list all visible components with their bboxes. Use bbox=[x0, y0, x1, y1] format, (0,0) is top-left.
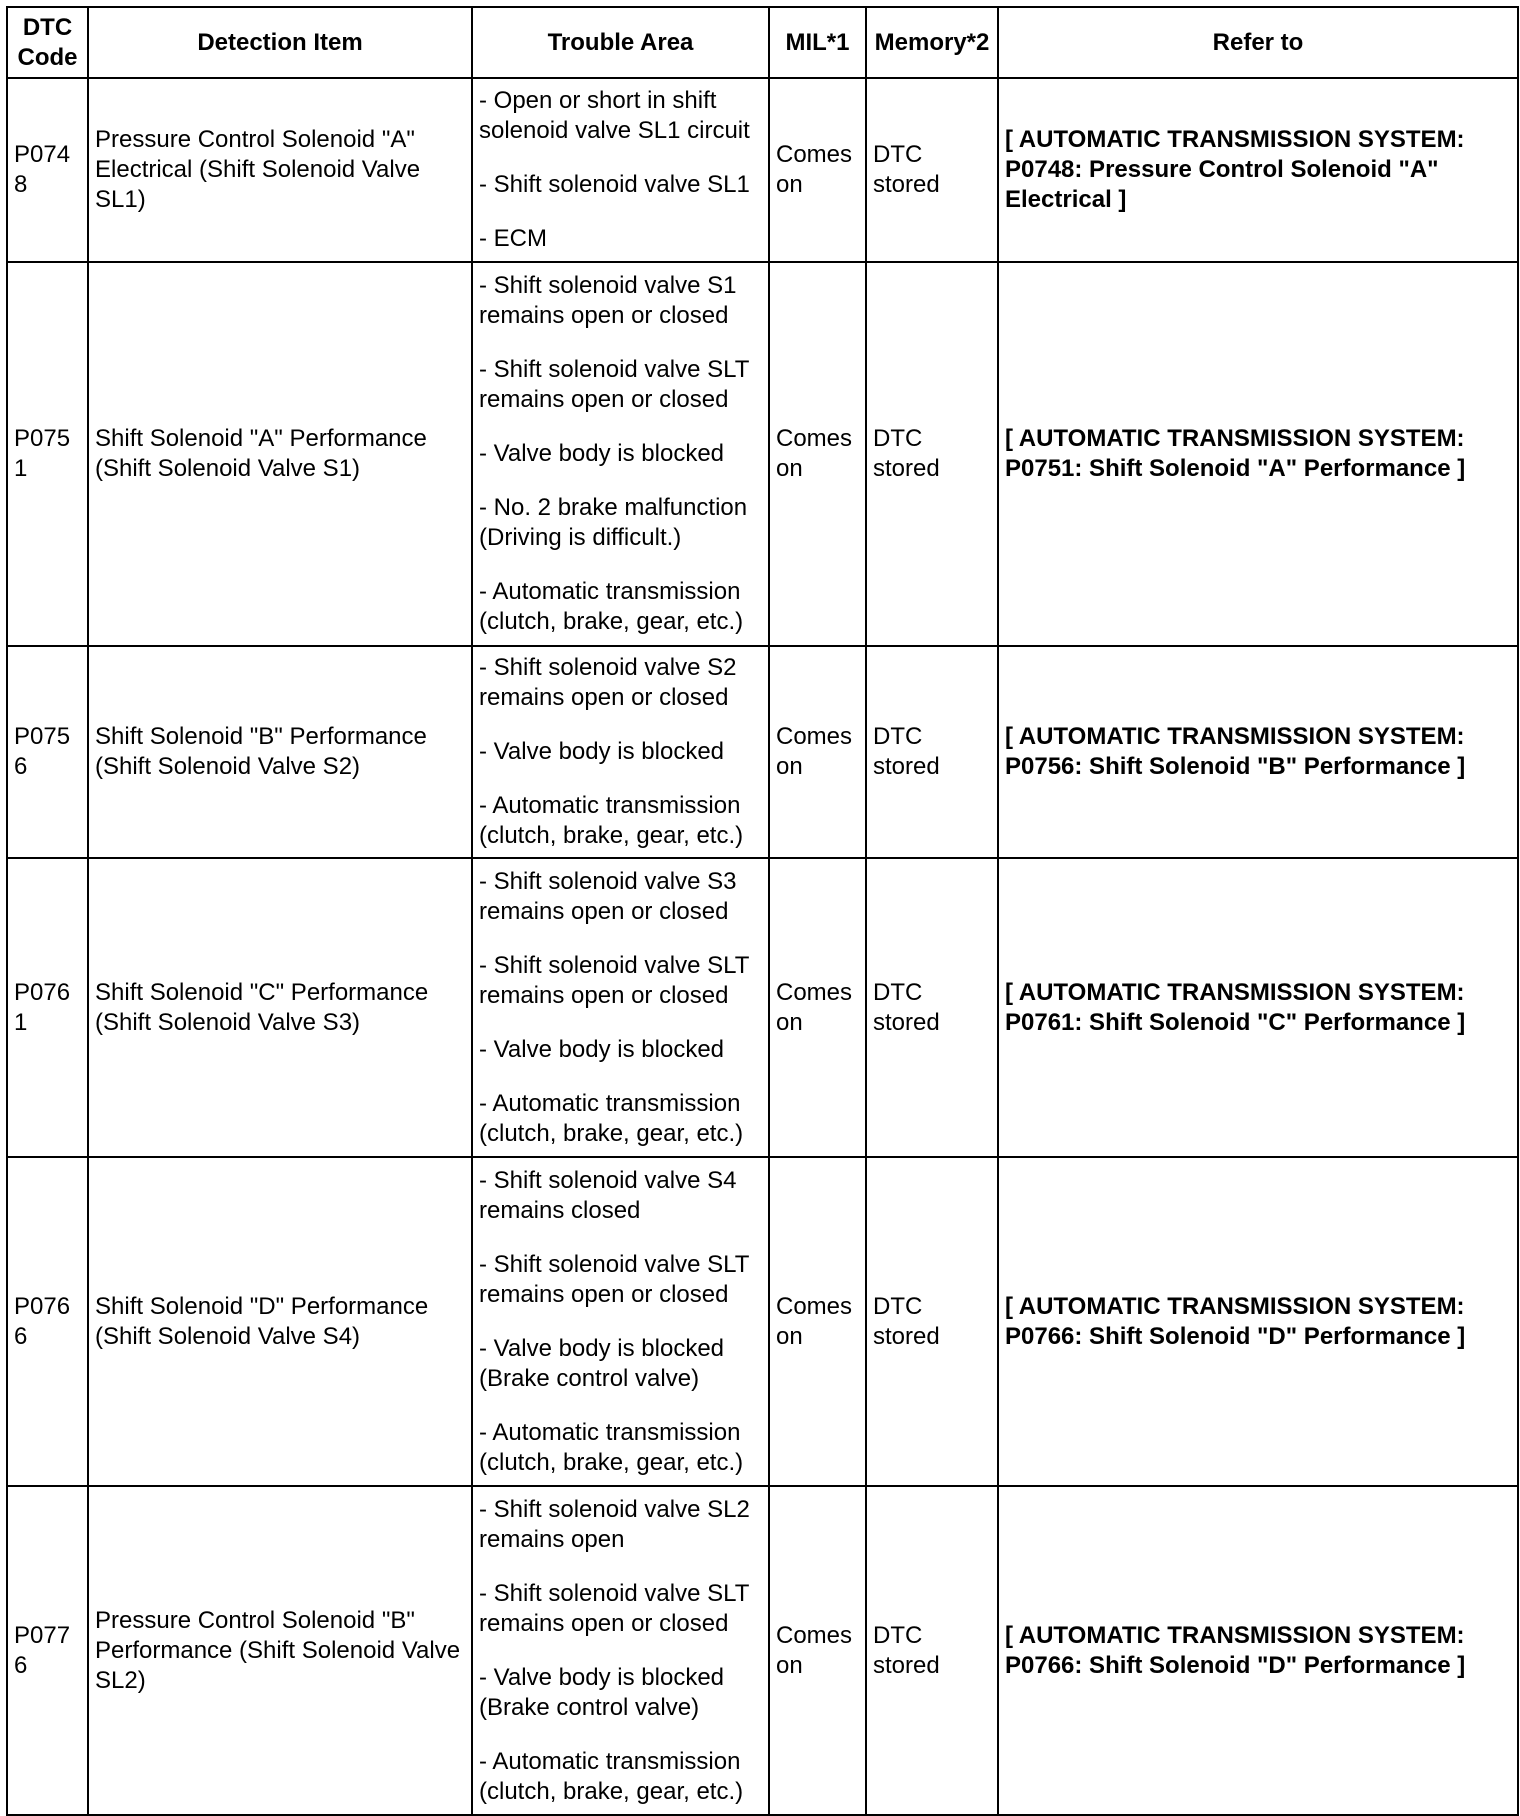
refer-to-line: [ AUTOMATIC TRANSMISSION SYSTEM: bbox=[1005, 1292, 1465, 1320]
dtc-code-cell: P0751 bbox=[7, 262, 88, 646]
memory-cell: DTC stored bbox=[866, 646, 998, 858]
header-refer-to: Refer to bbox=[998, 7, 1518, 78]
detection-item-cell: Shift Solenoid "C" Performance (Shift Solenoid Valve S3) bbox=[88, 858, 472, 1157]
trouble-area-item: - Shift solenoid valve S4 remains closed bbox=[479, 1166, 737, 1224]
mil-cell: Comes on bbox=[769, 646, 866, 858]
trouble-area-cell bbox=[472, 1157, 769, 1486]
dtc-code-cell: P0748 bbox=[7, 78, 88, 262]
detection-item-cell: Shift Solenoid "B" Performance (Shift Solenoid Valve S2) bbox=[88, 646, 472, 858]
refer-to-line: P0766: Shift Solenoid "D" Performance ] bbox=[1005, 1322, 1466, 1350]
dtc-code-cell: P0766 bbox=[7, 1157, 88, 1486]
mil-cell: Comes on bbox=[769, 1157, 866, 1486]
trouble-area-cell bbox=[472, 1486, 769, 1815]
refer-to-line: P0756: Shift Solenoid "B" Performance ] bbox=[1005, 753, 1466, 780]
detection-item-cell: Pressure Control Solenoid "B" Performance (Shift Solenoid Valve SL2) bbox=[88, 1486, 472, 1815]
trouble-area-item: - Open or short in shift solenoid valve SL1 circuit bbox=[479, 87, 750, 144]
trouble-area-item: - ECM bbox=[479, 225, 547, 252]
trouble-area-item: - Automatic transmission (clutch, brake, gear, etc.) bbox=[479, 1089, 744, 1147]
header-memory: Memory*2 bbox=[866, 7, 998, 78]
refer-to-cell bbox=[998, 858, 1518, 1157]
refer-to-cell bbox=[998, 262, 1518, 646]
trouble-area-item: - Shift solenoid valve SLT remains open or closed bbox=[479, 356, 749, 413]
trouble-area-item: - No. 2 brake malfunction (Driving is difficult.) bbox=[479, 494, 748, 551]
detection-item-cell: Shift Solenoid "A" Performance (Shift Solenoid Valve S1) bbox=[88, 262, 472, 646]
refer-to-line: P0748: Pressure Control Solenoid "A" bbox=[1005, 156, 1439, 183]
table-row bbox=[7, 1486, 1518, 1815]
trouble-area-item: - Automatic transmission (clutch, brake, gear, etc.) bbox=[479, 792, 744, 849]
dtc-code-cell: P0761 bbox=[7, 858, 88, 1157]
refer-to-line: [ AUTOMATIC TRANSMISSION SYSTEM: bbox=[1005, 425, 1465, 452]
trouble-area-item: - Valve body is blocked bbox=[479, 1035, 725, 1063]
refer-to-line: P0761: Shift Solenoid "C" Performance ] bbox=[1005, 1008, 1466, 1036]
detection-item-cell: Shift Solenoid "D" Performance (Shift Solenoid Valve S4) bbox=[88, 1157, 472, 1486]
trouble-area-item: - Valve body is blocked bbox=[479, 738, 725, 765]
memory-cell: DTC stored bbox=[866, 1157, 998, 1486]
trouble-area-item: - Shift solenoid valve SLT remains open or closed bbox=[479, 1579, 749, 1637]
table-row bbox=[7, 858, 1518, 1157]
refer-to-line: [ AUTOMATIC TRANSMISSION SYSTEM: bbox=[1005, 1621, 1465, 1649]
trouble-area-cell bbox=[472, 262, 769, 646]
dtc-table bbox=[6, 6, 1519, 1816]
table-body bbox=[7, 78, 1518, 1815]
trouble-area-item: - Shift solenoid valve SLT remains open or closed bbox=[479, 951, 749, 1009]
dtc-code-cell: P0776 bbox=[7, 1486, 88, 1815]
table-row bbox=[7, 1157, 1518, 1486]
trouble-area-item: - Automatic transmission (clutch, brake, gear, etc.) bbox=[479, 578, 744, 635]
refer-to-line: [ AUTOMATIC TRANSMISSION SYSTEM: bbox=[1005, 978, 1465, 1006]
header-dtc-code: DTC Code bbox=[7, 7, 88, 78]
dtc-code-cell: P0756 bbox=[7, 646, 88, 858]
header-trouble-area: Trouble Area bbox=[472, 7, 769, 78]
trouble-area-item: - Valve body is blocked bbox=[479, 440, 725, 467]
table-header-row bbox=[7, 7, 1518, 78]
trouble-area-item: - Shift solenoid valve SL2 remains open bbox=[479, 1495, 750, 1553]
trouble-area-item: - Shift solenoid valve S2 remains open or closed bbox=[479, 654, 737, 711]
mil-cell: Comes on bbox=[769, 262, 866, 646]
header-detection-item: Detection Item bbox=[88, 7, 472, 78]
trouble-area-item: - Valve body is blocked (Brake control valve) bbox=[479, 1663, 725, 1721]
refer-to-line: Electrical ] bbox=[1005, 186, 1127, 213]
trouble-area-item: - Shift solenoid valve SL1 bbox=[479, 171, 750, 198]
refer-to-line: P0751: Shift Solenoid "A" Performance ] bbox=[1005, 455, 1466, 482]
refer-to-line: P0766: Shift Solenoid "D" Performance ] bbox=[1005, 1651, 1466, 1679]
trouble-area-item: - Automatic transmission (clutch, brake, gear, etc.) bbox=[479, 1418, 744, 1476]
refer-to-cell bbox=[998, 646, 1518, 858]
mil-cell: Comes on bbox=[769, 858, 866, 1157]
detection-item-cell: Pressure Control Solenoid "A" Electrical (Shift Solenoid Valve SL1) bbox=[88, 78, 472, 262]
memory-cell: DTC stored bbox=[866, 1486, 998, 1815]
mil-cell: Comes on bbox=[769, 1486, 866, 1815]
memory-cell: DTC stored bbox=[866, 858, 998, 1157]
refer-to-cell bbox=[998, 1486, 1518, 1815]
memory-cell: DTC stored bbox=[866, 78, 998, 262]
trouble-area-cell bbox=[472, 646, 769, 858]
trouble-area-item: - Valve body is blocked (Brake control valve) bbox=[479, 1334, 725, 1392]
refer-to-line: [ AUTOMATIC TRANSMISSION SYSTEM: bbox=[1005, 126, 1465, 153]
trouble-area-cell bbox=[472, 858, 769, 1157]
trouble-area-item: - Shift solenoid valve S3 remains open or closed bbox=[479, 867, 737, 925]
trouble-area-item: - Shift solenoid valve SLT remains open or closed bbox=[479, 1250, 749, 1308]
refer-to-cell bbox=[998, 78, 1518, 262]
memory-cell: DTC stored bbox=[866, 262, 998, 646]
table-row bbox=[7, 646, 1518, 858]
trouble-area-item: - Automatic transmission (clutch, brake, gear, etc.) bbox=[479, 1747, 744, 1805]
refer-to-cell bbox=[998, 1157, 1518, 1486]
trouble-area-item: - Shift solenoid valve S1 remains open or closed bbox=[479, 272, 737, 329]
trouble-area-cell bbox=[472, 78, 769, 262]
header-mil: MIL*1 bbox=[769, 7, 866, 78]
mil-cell: Comes on bbox=[769, 78, 866, 262]
refer-to-line: [ AUTOMATIC TRANSMISSION SYSTEM: bbox=[1005, 723, 1465, 750]
table-row bbox=[7, 262, 1518, 646]
table-row bbox=[7, 78, 1518, 262]
